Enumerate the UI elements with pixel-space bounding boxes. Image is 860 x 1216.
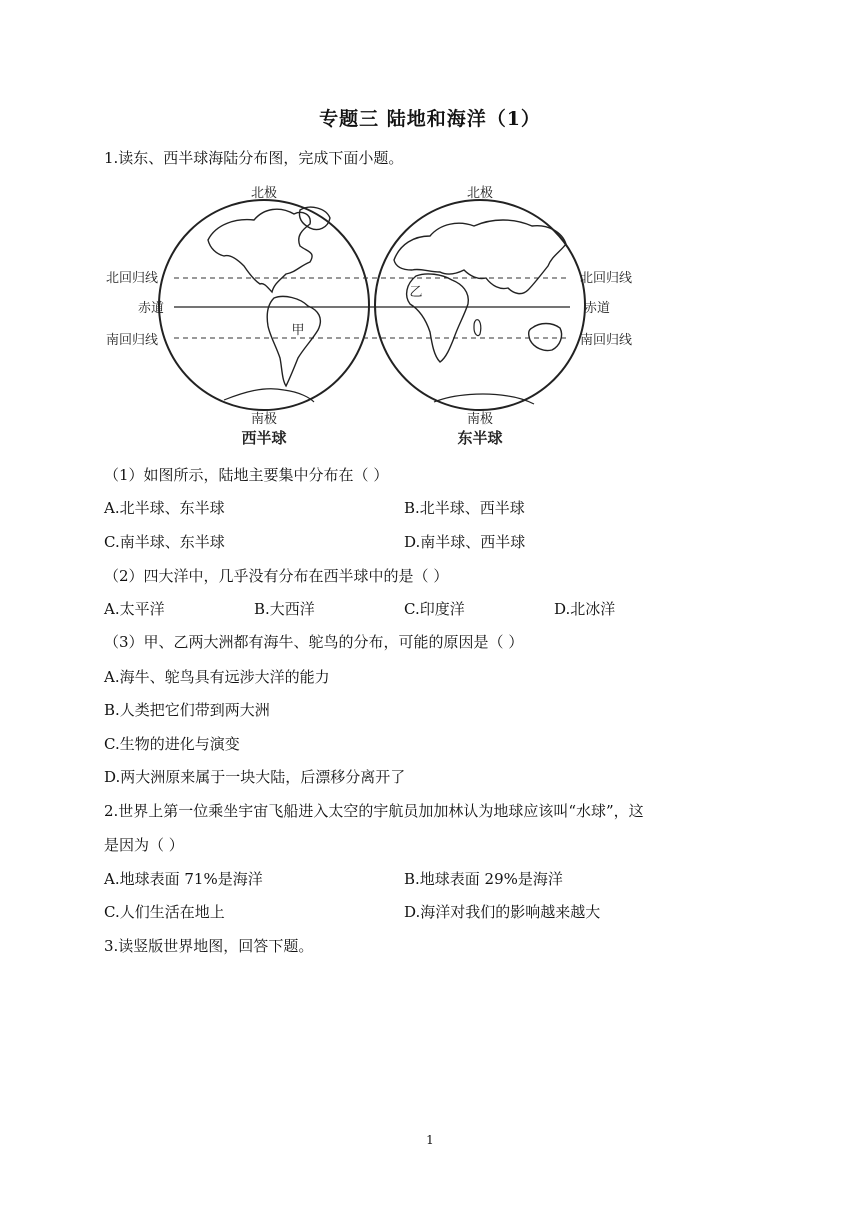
eurasia-outline	[394, 220, 566, 294]
north-america-outline	[208, 209, 312, 292]
antarctica-west-outline	[224, 389, 314, 402]
south-america-outline	[267, 296, 320, 386]
q1-sub3-option-a: A.海牛、鸵鸟具有远涉大洋的能力	[104, 668, 330, 686]
western-hemisphere-label: 西半球	[241, 429, 287, 447]
q1-sub1-option-a: A.北半球、东半球	[104, 499, 225, 517]
q1-sub2-option-b: B.大西洋	[254, 600, 315, 618]
q2-option-c: C.人们生活在地上	[104, 903, 225, 921]
left-tropic-of-cancer-label: 北回归线	[106, 271, 159, 286]
eastern-hemisphere-circle	[375, 200, 585, 410]
hemispheres-map	[104, 180, 654, 452]
right-equator-label: 赤道	[584, 301, 611, 316]
left-equator-label: 赤道	[138, 301, 165, 316]
q1-sub2-option-c: C.印度洋	[404, 600, 465, 618]
question-1-sub1-stem: （1）如图所示，陆地主要集中分布在（ ）	[104, 466, 389, 484]
question-1-stem: 1.读东、西半球海陆分布图，完成下面小题。	[104, 149, 404, 167]
question-3-stem: 3.读竖版世界地图，回答下题。	[104, 937, 314, 955]
greenland-outline	[299, 207, 330, 229]
eastern-hemisphere-label: 东半球	[457, 429, 503, 447]
question-1-sub2-stem: （2）四大洋中，几乎没有分布在西半球中的是（ ）	[104, 567, 449, 585]
q1-sub1-option-b: B.北半球、西半球	[404, 499, 525, 517]
continent-jia-label: 甲	[291, 323, 305, 338]
left-tropic-of-capricorn-label: 南回归线	[106, 333, 159, 348]
east-north-pole-label: 北极	[466, 186, 494, 201]
australia-outline	[529, 324, 562, 351]
q1-sub1-option-d: D.南半球、西半球	[404, 533, 526, 551]
madagascar-outline	[474, 320, 481, 336]
west-north-pole-label: 北极	[250, 186, 278, 201]
page-number: 1	[426, 1133, 434, 1147]
q2-option-d: D.海洋对我们的影响越来越大	[404, 903, 601, 921]
western-hemisphere-circle	[159, 200, 369, 410]
q1-sub2-option-a: A.太平洋	[104, 600, 165, 618]
q1-sub2-option-d: D.北冰洋	[554, 600, 616, 618]
q1-sub3-option-d: D.两大洲原来属于一块大陆，后漂移分离开了	[104, 768, 406, 786]
question-1-sub3-stem: （3）甲、乙两大洲都有海牛、鸵鸟的分布，可能的原因是（ ）	[104, 633, 524, 651]
q1-sub1-option-c: C.南半球、东半球	[104, 533, 225, 551]
q1-sub3-option-b: B.人类把它们带到两大洲	[104, 701, 270, 719]
question-2-stem-line2: 是因为（ ）	[104, 836, 184, 854]
question-2-stem-line1: 2.世界上第一位乘坐宇宙飞船进入太空的宇航员加加林认为地球应该叫“水球”，这	[104, 802, 644, 820]
q2-option-b: B.地球表面 29%是海洋	[404, 870, 563, 888]
q2-option-a: A.地球表面 71%是海洋	[104, 870, 263, 888]
east-south-pole-label: 南极	[466, 412, 494, 427]
q1-sub3-option-c: C.生物的进化与演变	[104, 735, 240, 753]
west-south-pole-label: 南极	[250, 412, 278, 427]
page-title: 专题三 陆地和海洋（1）	[319, 108, 541, 130]
continent-yi-label: 乙	[409, 285, 423, 300]
right-tropic-of-cancer-label: 北回归线	[580, 271, 633, 286]
right-tropic-of-capricorn-label: 南回归线	[580, 333, 633, 348]
